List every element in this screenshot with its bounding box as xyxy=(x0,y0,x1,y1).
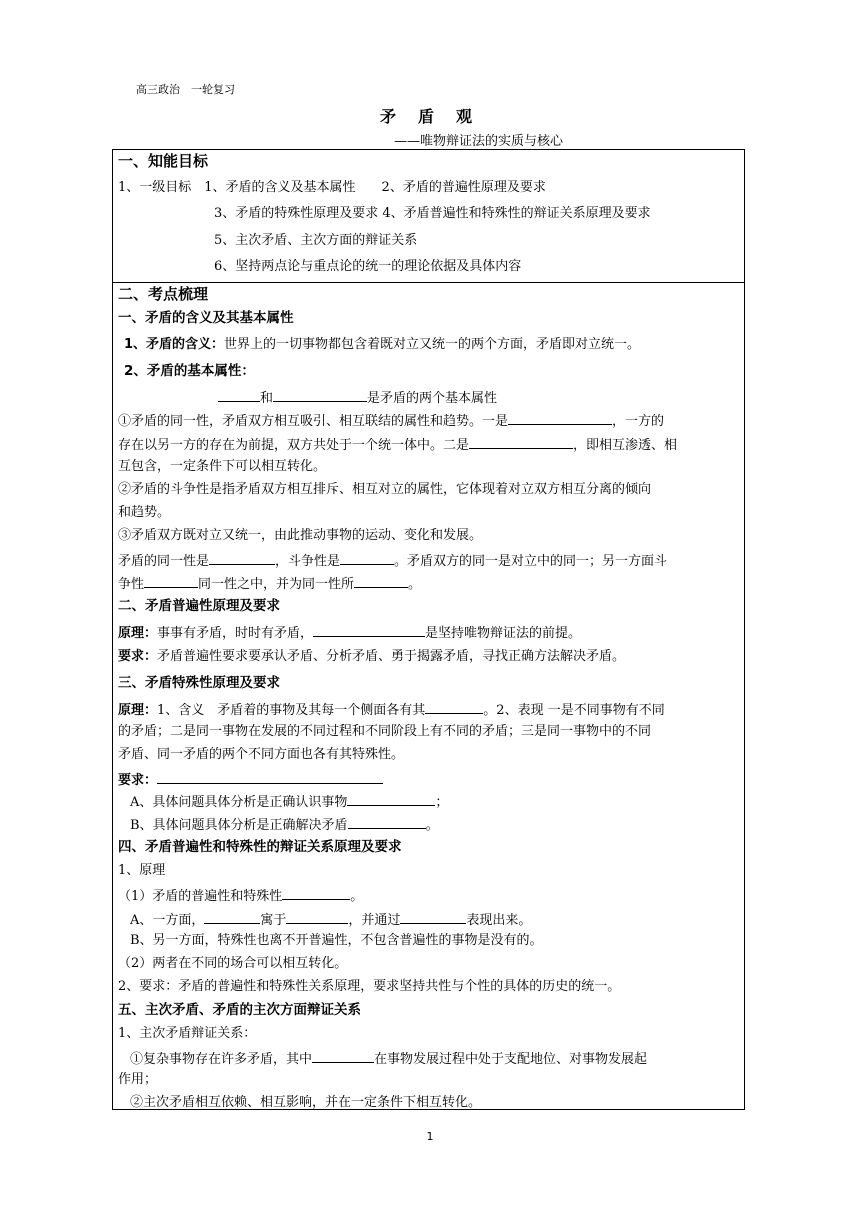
blank xyxy=(425,700,483,714)
s5-line4: ②主次矛盾相互依赖、相互影响，并在一定条件下相互转化。 xyxy=(130,1095,482,1110)
s4-l2a: （1）矛盾的普遍性和特殊性 xyxy=(118,889,283,904)
table-divider xyxy=(112,282,745,283)
s1-p1b: ，一方的 xyxy=(612,414,665,429)
s1-p4-line1 xyxy=(118,551,738,570)
s2-principle-b: 是坚持唯物辩证法的前提。 xyxy=(425,626,582,641)
s4-line4: B、另一方面，特殊性也离不开普遍性，不包含普遍性的事物是没有的。 xyxy=(130,933,543,948)
s3-line3: 矛盾、同一矛盾的两个不同方面也各有其特殊性。 xyxy=(118,747,405,762)
s3-b-text: B、具体问题具体分析是正确解决矛盾 xyxy=(130,818,348,833)
s1-attr-tail: 是矛盾的两个基本属性 xyxy=(367,391,498,406)
s1-heading: 一、矛盾的含义及其基本属性 xyxy=(118,310,294,326)
s1-definition xyxy=(124,337,744,353)
blank xyxy=(204,910,260,924)
s1-attr-line xyxy=(218,388,838,407)
s3-line2: 的矛盾；二是同一事物在发展的不同过程和不同阶段上有不同的矛盾；三是同一事物中的不同 xyxy=(118,724,652,739)
page-number: 1 xyxy=(426,1130,434,1143)
s3-req-b xyxy=(130,815,750,834)
s3-req-a xyxy=(130,792,750,811)
s5-l2a: ①复杂事物存在许多矛盾，其中 xyxy=(130,1052,313,1067)
s5-line1: 1、主次矛盾辩证关系： xyxy=(118,1026,257,1041)
s1-p1a: ①矛盾的同一性，矛盾双方相互吸引、相互联结的属性和趋势。一是 xyxy=(118,414,509,429)
s1-p2-line2: 和趋势。 xyxy=(118,505,171,520)
s4-l3c: ，并通过 xyxy=(348,913,401,928)
s3-principle-label: 原理： xyxy=(118,703,158,718)
s1-p4-line2 xyxy=(118,574,738,593)
s4-line3 xyxy=(130,910,750,929)
blank xyxy=(347,792,435,806)
s1-p4a: 矛盾的同一性是 xyxy=(118,554,210,569)
blank xyxy=(400,910,466,924)
s1-p1d: ，即相互渗透、相 xyxy=(573,438,678,453)
blank xyxy=(340,551,394,565)
s1-p1-line3: 互包含，一定条件下可以相互转化。 xyxy=(118,459,327,474)
s3-a-text: A、具体问题具体分析是正确认识事物 xyxy=(130,795,348,810)
s2-principle-a: 事事有矛盾，时时有矛盾， xyxy=(157,626,314,641)
s4-l3d: 表现出来。 xyxy=(466,913,532,928)
page-title: 矛盾观 xyxy=(379,107,494,126)
page-subtitle: ——唯物辩证法的实质与核心 xyxy=(394,134,564,149)
blank xyxy=(286,910,348,924)
goals-heading: 一、知能目标 xyxy=(118,152,209,170)
s4-line1: 1、原理 xyxy=(118,863,166,878)
s1-p4b: ，斗争性是 xyxy=(275,554,341,569)
blank xyxy=(312,1049,374,1063)
blank xyxy=(508,411,612,425)
s2-requirement xyxy=(118,649,738,665)
s1-p4d: 争性 xyxy=(118,577,145,592)
goals-line-2: 3、矛盾的特殊性原理及要求 4、矛盾普遍性和特殊性的辩证关系原理及要求 xyxy=(214,206,651,221)
s1-p2-line1: ②矛盾的斗争性是指矛盾双方相互排斥、相互对立的属性，它体现着对立双方相互分离的倾向 xyxy=(118,482,652,497)
s5-l2b: 在事物发展过程中处于支配地位、对事物发展起 xyxy=(374,1052,648,1067)
s3-req-label: 要求： xyxy=(118,773,158,788)
blank xyxy=(469,435,573,449)
blank xyxy=(348,815,426,829)
s4-line6: 2、要求：矛盾的普遍性和特殊性关系原理，要求坚持共性与个性的具体的历史的统一。 xyxy=(118,979,621,994)
blank xyxy=(354,574,408,588)
s3-b-end: 。 xyxy=(425,818,439,833)
s1-p1-line2 xyxy=(118,435,738,454)
s3-l1a: 1、含义 矛盾着的事物及其每一个侧面各有其 xyxy=(157,703,426,718)
s1-p4f: 。 xyxy=(408,577,422,592)
s5-heading: 五、主次矛盾、矛盾的主次方面辩证关系 xyxy=(118,1002,361,1018)
s3-l1b: 。2、表现 一是不同事物有不同 xyxy=(483,703,665,718)
blank xyxy=(282,886,350,900)
s4-heading: 四、矛盾普遍性和特殊性的辩证关系原理及要求 xyxy=(118,839,402,855)
s1-p4c: 。矛盾双方的同一是对立中的同一；另一方面斗 xyxy=(394,554,668,569)
s1-def-text: 世界上的一切事物都包含着既对立又统一的两个方面，矛盾即对立统一。 xyxy=(224,337,641,352)
s2-principle-label: 原理： xyxy=(118,626,158,641)
s3-heading: 三、矛盾特殊性原理及要求 xyxy=(118,675,280,691)
s4-l2b: 。 xyxy=(350,889,364,904)
s2-principle xyxy=(118,623,738,642)
blank xyxy=(144,574,198,588)
s5-line2 xyxy=(130,1049,750,1068)
blank xyxy=(313,623,425,637)
s3-a-end: ； xyxy=(435,795,449,810)
s1-attr-label: 2、矛盾的基本属性： xyxy=(124,363,255,379)
s4-l3a: A、一方面， xyxy=(130,913,205,928)
s4-line2 xyxy=(118,886,738,905)
s4-line5: （2）两者在不同的场合可以相互转化。 xyxy=(118,956,348,971)
s1-p1-line1 xyxy=(118,411,738,430)
s2-heading: 二、矛盾普遍性原理及要求 xyxy=(118,598,280,614)
s1-attr-and: 和 xyxy=(260,391,274,406)
s1-def-label: 1、矛盾的含义： xyxy=(124,337,225,352)
s2-req-label: 要求： xyxy=(118,649,158,664)
s3-line1 xyxy=(118,700,738,719)
s1-p3: ③矛盾双方既对立又统一，由此推动事物的运动、变化和发展。 xyxy=(118,528,483,543)
blank xyxy=(273,388,367,402)
header-note: 高三政治 一轮复习 xyxy=(136,83,235,96)
s1-p4e: 同一性之中，并为同一性所 xyxy=(198,577,355,592)
s5-line3: 作用； xyxy=(118,1072,158,1087)
goals-line-4: 6、坚持两点论与重点论的统一的理论依据及具体内容 xyxy=(214,259,522,274)
s1-attr-heading xyxy=(124,363,744,379)
review-heading: 二、考点梳理 xyxy=(118,285,209,303)
s1-p1c: 存在以另一方的存在为前提，双方共处于一个统一体中。二是 xyxy=(118,438,470,453)
blank xyxy=(209,551,275,565)
blank xyxy=(157,770,383,784)
blank xyxy=(218,388,260,402)
goals-line-1: 1、一级目标 1、矛盾的含义及基本属性 2、矛盾的普遍性原理及要求 xyxy=(118,180,546,195)
s2-req-text: 矛盾普遍性要求要承认矛盾、分析矛盾、勇于揭露矛盾，寻找正确方法解决矛盾。 xyxy=(157,649,626,664)
goals-line-3: 5、主次矛盾、主次方面的辩证关系 xyxy=(214,233,418,248)
s4-l3b: 寓于 xyxy=(260,913,287,928)
s3-requirement xyxy=(118,770,738,789)
